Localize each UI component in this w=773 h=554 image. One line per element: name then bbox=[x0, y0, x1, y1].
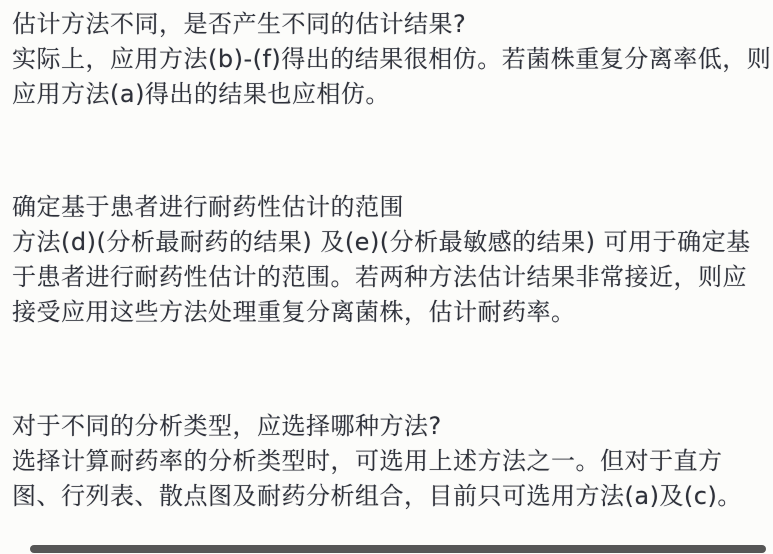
text-line: 接受应用这些方法处理重复分离菌株，估计耐药率。 bbox=[12, 298, 576, 326]
text-line: 方法(d)(分析最耐药的结果) 及(e)(分析最敏感的结果) 可用于确定基 bbox=[12, 228, 751, 256]
paragraph-analysis-type-choice bbox=[12, 409, 765, 514]
text-line: 实际上，应用方法(b)-(f)得出的结果很相仿。若菌株重复分离率低，则 bbox=[12, 45, 772, 73]
horizontal-scrollbar-thumb[interactable] bbox=[30, 545, 766, 553]
text-line: 应用方法(a)得出的结果也应相仿。 bbox=[12, 80, 390, 108]
question-heading: 估计方法不同，是否产生不同的估计结果? bbox=[12, 10, 467, 38]
paragraph-patient-resistance-range bbox=[12, 190, 765, 330]
question-heading: 对于不同的分析类型，应选择哪种方法? bbox=[12, 412, 442, 440]
text-line: 于患者进行耐药性估计的范围。若两种方法估计结果非常接近，则应 bbox=[12, 263, 747, 291]
section-heading: 确定基于患者进行耐药性估计的范围 bbox=[12, 193, 404, 221]
text-line: 图、行列表、散点图及耐药分析组合，目前只可选用方法(a)及(c)。 bbox=[12, 482, 742, 510]
text-line: 选择计算耐药率的分析类型时，可选用上述方法之一。但对于直方 bbox=[12, 447, 723, 475]
paragraph-estimation-methods bbox=[12, 7, 772, 112]
